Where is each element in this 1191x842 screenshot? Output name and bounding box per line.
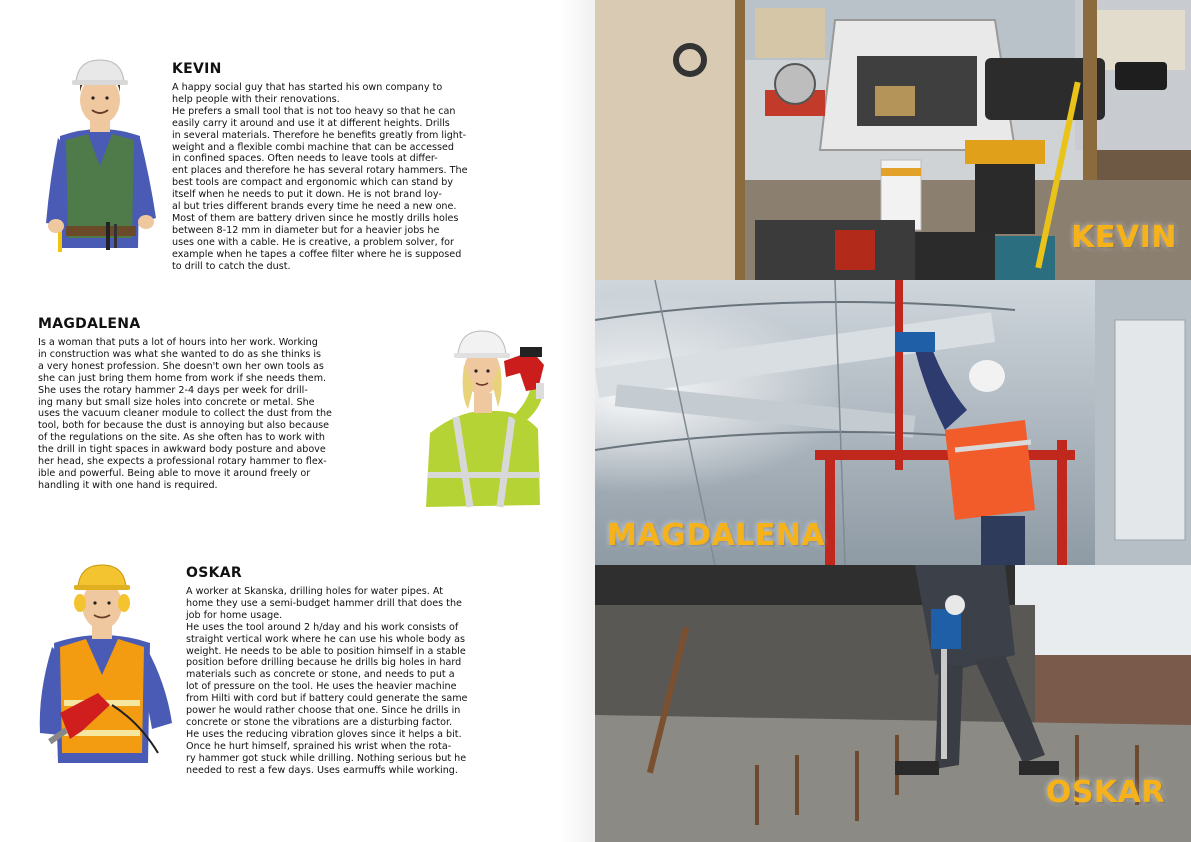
page-spine-shadow: [560, 0, 595, 842]
text-line: She uses the rotary hammer 2-4 days per week for drill-: [38, 384, 308, 396]
magdalena-description: [38, 337, 416, 492]
text-line: of the regulations on the site. As she often has to work with: [38, 432, 325, 444]
text-line: her head, she expects a professional rotary hammer to flex-: [38, 456, 327, 468]
text-line: help people with their renovations.: [172, 93, 340, 105]
kevin-description: [172, 82, 542, 273]
text-line: a very honest profession. She doesn't own her own tools as: [38, 360, 324, 372]
text-line: uses one with a cable. He is creative, a problem solver, for: [172, 236, 454, 248]
text-line: from Hilti with cord but if battery could generate the same: [186, 693, 468, 705]
text-line: easily carry it around and use it at different heights. Drills: [172, 117, 450, 129]
text-line: straight vertical work where he can use his whole body as: [186, 633, 466, 645]
text-line: job for home usage.: [186, 609, 283, 621]
text-line: materials such as concrete or stone, and needs to put a: [186, 669, 455, 681]
magdalena-illustration: [420, 325, 560, 515]
text-line: handling it with one hand is required.: [38, 479, 218, 491]
text-line: ing many but small size holes into concrete or metal. She: [38, 396, 315, 408]
text-line: He uses the tool around 2 h/day and his work consists of: [186, 621, 459, 633]
text-line: home they use a semi-budget hammer drill that does the: [186, 597, 462, 609]
text-line: between 8-12 mm in diameter but for a heavier jobs he: [172, 224, 440, 236]
text-line: tool, both for because the dust is annoying but also because: [38, 420, 330, 432]
text-line: He prefers a small tool that is not too heavy so that he can: [172, 105, 456, 117]
magdalena-photo: [595, 280, 1191, 565]
text-line: ry hammer got stuck while drilling. Nothing serious but he: [186, 752, 467, 764]
text-line: concrete or stone the vibrations are a disturbing factor.: [186, 716, 453, 728]
text-line: to drill to catch the dust.: [172, 260, 291, 272]
text-line: power he would rather choose that one. Since he drills in: [186, 705, 461, 717]
text-line: best tools are compact and ergonomic which can stand by: [172, 177, 454, 189]
kevin-name: KEVIN: [172, 61, 222, 77]
text-line: position before drilling because he drills big holes in hard: [186, 657, 462, 669]
kevin-photo: [595, 0, 1191, 280]
text-line: weight. He needs to be able to position himself in a stable: [186, 645, 466, 657]
text-line: weight and a flexible combi machine that can be accessed: [172, 141, 454, 153]
left-page: [0, 0, 595, 842]
oskar-photo-label: OSKAR: [1045, 775, 1165, 810]
text-line: A worker at Skanska, drilling holes for water pipes. At: [186, 586, 443, 597]
text-line: in construction was what she wanted to do as she thinks is: [38, 348, 322, 360]
magdalena-photo-label: MAGDALENA: [607, 518, 826, 553]
kevin-photo-label: KEVIN: [1071, 220, 1177, 255]
text-line: in several materials. Therefore he benefits greatly from light-: [172, 129, 467, 141]
text-line: ible and powerful. Being able to move it around freely or: [38, 467, 311, 479]
text-line: Is a woman that puts a lot of hours into her work. Working: [38, 337, 318, 348]
text-line: A happy social guy that has started his own company to: [172, 82, 443, 93]
text-line: ent places and therefore he has several rotary hammers. The: [172, 165, 468, 177]
text-line: lot of pressure on the tool. He uses the heavier machine: [186, 681, 457, 693]
text-line: He uses the reducing vibration gloves since it helps a bit.: [186, 728, 462, 740]
text-line: itself when he needs to put it down. He is not brand loy-: [172, 189, 442, 201]
text-line: uses the vacuum cleaner module to collect the dust from the: [38, 408, 332, 420]
oskar-illustration: [30, 563, 180, 778]
text-line: needed to rest a few days. Uses earmuffs while working.: [186, 764, 458, 776]
oskar-photo: [595, 565, 1191, 842]
text-line: Most of them are battery driven since he mostly drills holes: [172, 212, 459, 224]
magdalena-name: MAGDALENA: [38, 316, 141, 332]
right-page: [595, 0, 1191, 842]
text-line: the drill in tight spaces in awkward body posture and above: [38, 444, 326, 456]
text-line: example when he tapes a coffee filter where he is supposed: [172, 248, 462, 260]
oskar-description: [186, 586, 542, 777]
text-line: she can just bring them home from work if she needs them.: [38, 372, 327, 384]
text-line: in confined spaces. Often needs to leave tools at differ-: [172, 153, 438, 165]
kevin-illustration: [36, 58, 164, 263]
text-line: al but tries different brands every time he need a new one.: [172, 201, 457, 213]
oskar-name: OSKAR: [186, 565, 242, 581]
text-line: Once he hurt himself, sprained his wrist when the rota-: [186, 740, 452, 752]
